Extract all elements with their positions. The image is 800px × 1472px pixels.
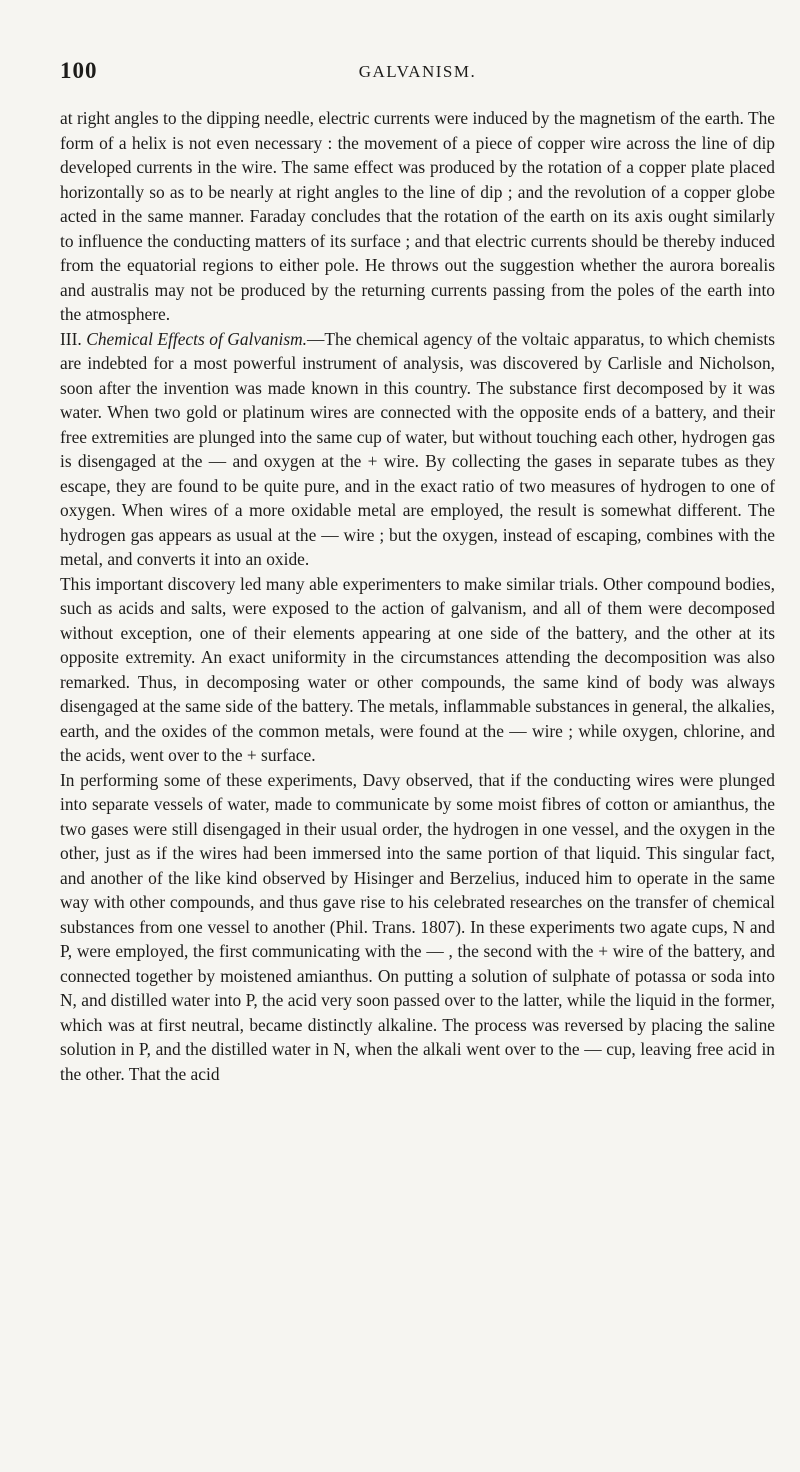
section-title: Chemical Effects of Galvanism.	[86, 328, 307, 349]
paragraph-chemical-effects	[60, 327, 775, 572]
paragraph-discovery: This important discovery led many able experimenters to make similar trials. Other compound bodies, such as acids and salts, were exposed to the action of galvanism, and all of them were decomposed without exception, one of their elements appearing at one side of the battery, and the other at its opposite extremity. An exact uniformity in the circumstances attending the decomposition was also remarked. Thus, in decomposing water or other compounds, the same kind of body was always disengaged at the same side of the battery. The metals, inflammable substances in general, the alkalies, earth, and the oxides of the common metals, were found at the — wire ; while oxygen, chlorine, and the acids, went over to the + surface.	[60, 573, 775, 765]
book-page	[60, 58, 775, 1086]
paragraph-davy: In performing some of these experiments, Davy observed, that if the conducting wires were plunged into separate vessels of water, made to communicate by some moist fibres of cotton or amianthus, the two gases were still disengaged in their usual order, the hydrogen in one vessel, and the oxygen in the other, just as if the wires had been immersed into the same portion of that liquid. This singular fact, and another of the like kind observed by Hisinger and Berzelius, induced him to operate in the same way with other compounds, and thus gave rise to his celebrated researches on the transfer of chemical substances from one vessel to another (Phil. Trans. 1807). In these experiments two agate cups, N and P, were employed, the first communicating with the — , the second with the + wire of the battery, and connected together by moistened amianthus. On putting a solution of sulphate of potassa or soda into N, and distilled water into P, the acid very soon passed over to the latter, while the liquid in the former, which was at first neutral, became distinctly alkaline. The process was reversed by placing the saline solution in P, and the distilled water in N, when the alkali went over to the — cup, leaving free acid in the other. That the acid	[60, 769, 775, 1084]
section-number: III.	[60, 328, 82, 349]
running-head	[60, 58, 775, 88]
running-title: GALVANISM.	[358, 62, 477, 81]
page-number: 100	[60, 58, 98, 83]
paragraph-magnetism: at right angles to the dipping needle, electric currents were induced by the magnetism of the earth. The form of a helix is not even necessary : the movement of a piece of copper wire across the line of dip developed currents in the wire. The same effect was produced by the rotation of a copper plate placed horizontally so as to be nearly at right angles to the line of dip ; and the revolution of a copper globe acted in the same manner. Faraday concludes that the rotation of the earth on its axis ought similarly to influence the conducting matters of its surface ; and that electric currents should be thereby induced from the equatorial regions to either pole. He throws out the suggestion whether the aurora borealis and australis may not be produced by the returning currents passing from the poles of the earth into the atmosphere.	[60, 108, 775, 324]
body-text	[60, 106, 775, 1086]
section-text: —The chemical agency of the voltaic apparatus, to which chemists are indebted for a most powerful instrument of analysis, was discovered by Carlisle and Nicholson, soon after the invention was made known in this country. The substance first decomposed by it was water. When two gold or platinum wires are connected with the opposite ends of a battery, and their free extremities are plunged into the same cup of water, but without touching each other, hydrogen gas is disengaged at the — and oxygen at the + wire. By collecting the gases in separate tubes as they escape, they are found to be quite pure, and in the exact ratio of two measures of hydrogen to one of oxygen. When wires of a more oxidable metal are employed, the result is somewhat different. The hydrogen gas appears as usual at the — wire ; but the oxygen, instead of escaping, combines with the metal, and converts it into an oxide.	[60, 328, 775, 569]
